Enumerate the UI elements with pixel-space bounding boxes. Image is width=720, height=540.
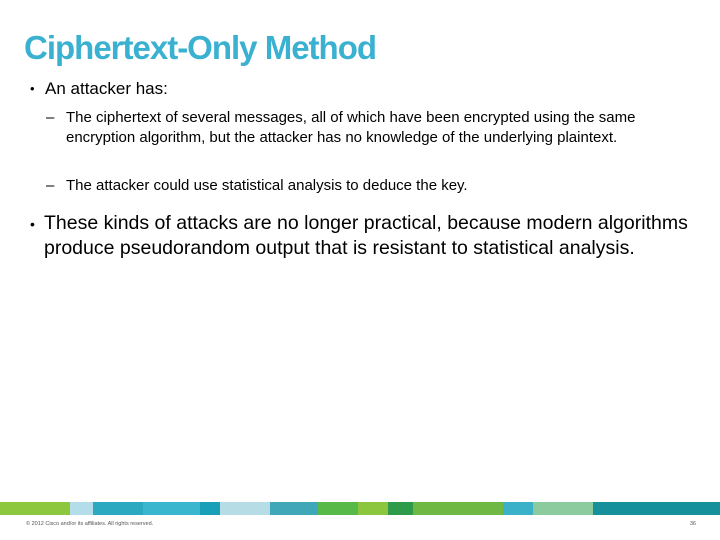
footer-bar-segment bbox=[93, 502, 143, 515]
sub-bullet-marker: – bbox=[46, 177, 55, 194]
footer-bar-segment bbox=[533, 502, 593, 515]
copyright-text: © 2012 Cisco and/or its affiliates. All rights reserved. bbox=[26, 521, 154, 527]
footer-color-bar bbox=[0, 502, 720, 515]
bullet-marker: • bbox=[30, 81, 35, 96]
sub-bullet-text: The attacker could use statistical analysis to deduce the key. bbox=[66, 177, 468, 194]
footer-bar-segment bbox=[503, 502, 533, 515]
footer-bar-segment bbox=[413, 502, 503, 515]
footer-bar-segment bbox=[593, 502, 720, 515]
footer-bar-segment bbox=[358, 502, 388, 515]
footer-bar-segment bbox=[318, 502, 358, 515]
footer-bar-segment bbox=[200, 502, 220, 515]
sub-bullet-marker: – bbox=[46, 109, 55, 126]
page-number: 36 bbox=[689, 521, 696, 527]
sub-bullet-text: The ciphertext of several messages, all of which have been encrypted using the same encryption algorithm, but the attacker has no knowledge of the underlying plaintext. bbox=[66, 109, 636, 146]
page-title: Ciphertext-Only Method bbox=[24, 29, 377, 66]
footer-bar-segment bbox=[0, 502, 70, 515]
bullet-text: An attacker has: bbox=[45, 79, 168, 98]
bullet-text: These kinds of attacks are no longer practical, because modern algorithms produce pseudorandom output that is resistant to statistical analysis. bbox=[44, 212, 688, 259]
footer-bar-segment bbox=[70, 502, 93, 515]
footer-bar-segment bbox=[143, 502, 200, 515]
footer-bar-segment bbox=[388, 502, 413, 515]
bullet-marker: • bbox=[30, 216, 35, 232]
footer-bar-segment bbox=[270, 502, 318, 515]
footer-bar-segment bbox=[220, 502, 270, 515]
